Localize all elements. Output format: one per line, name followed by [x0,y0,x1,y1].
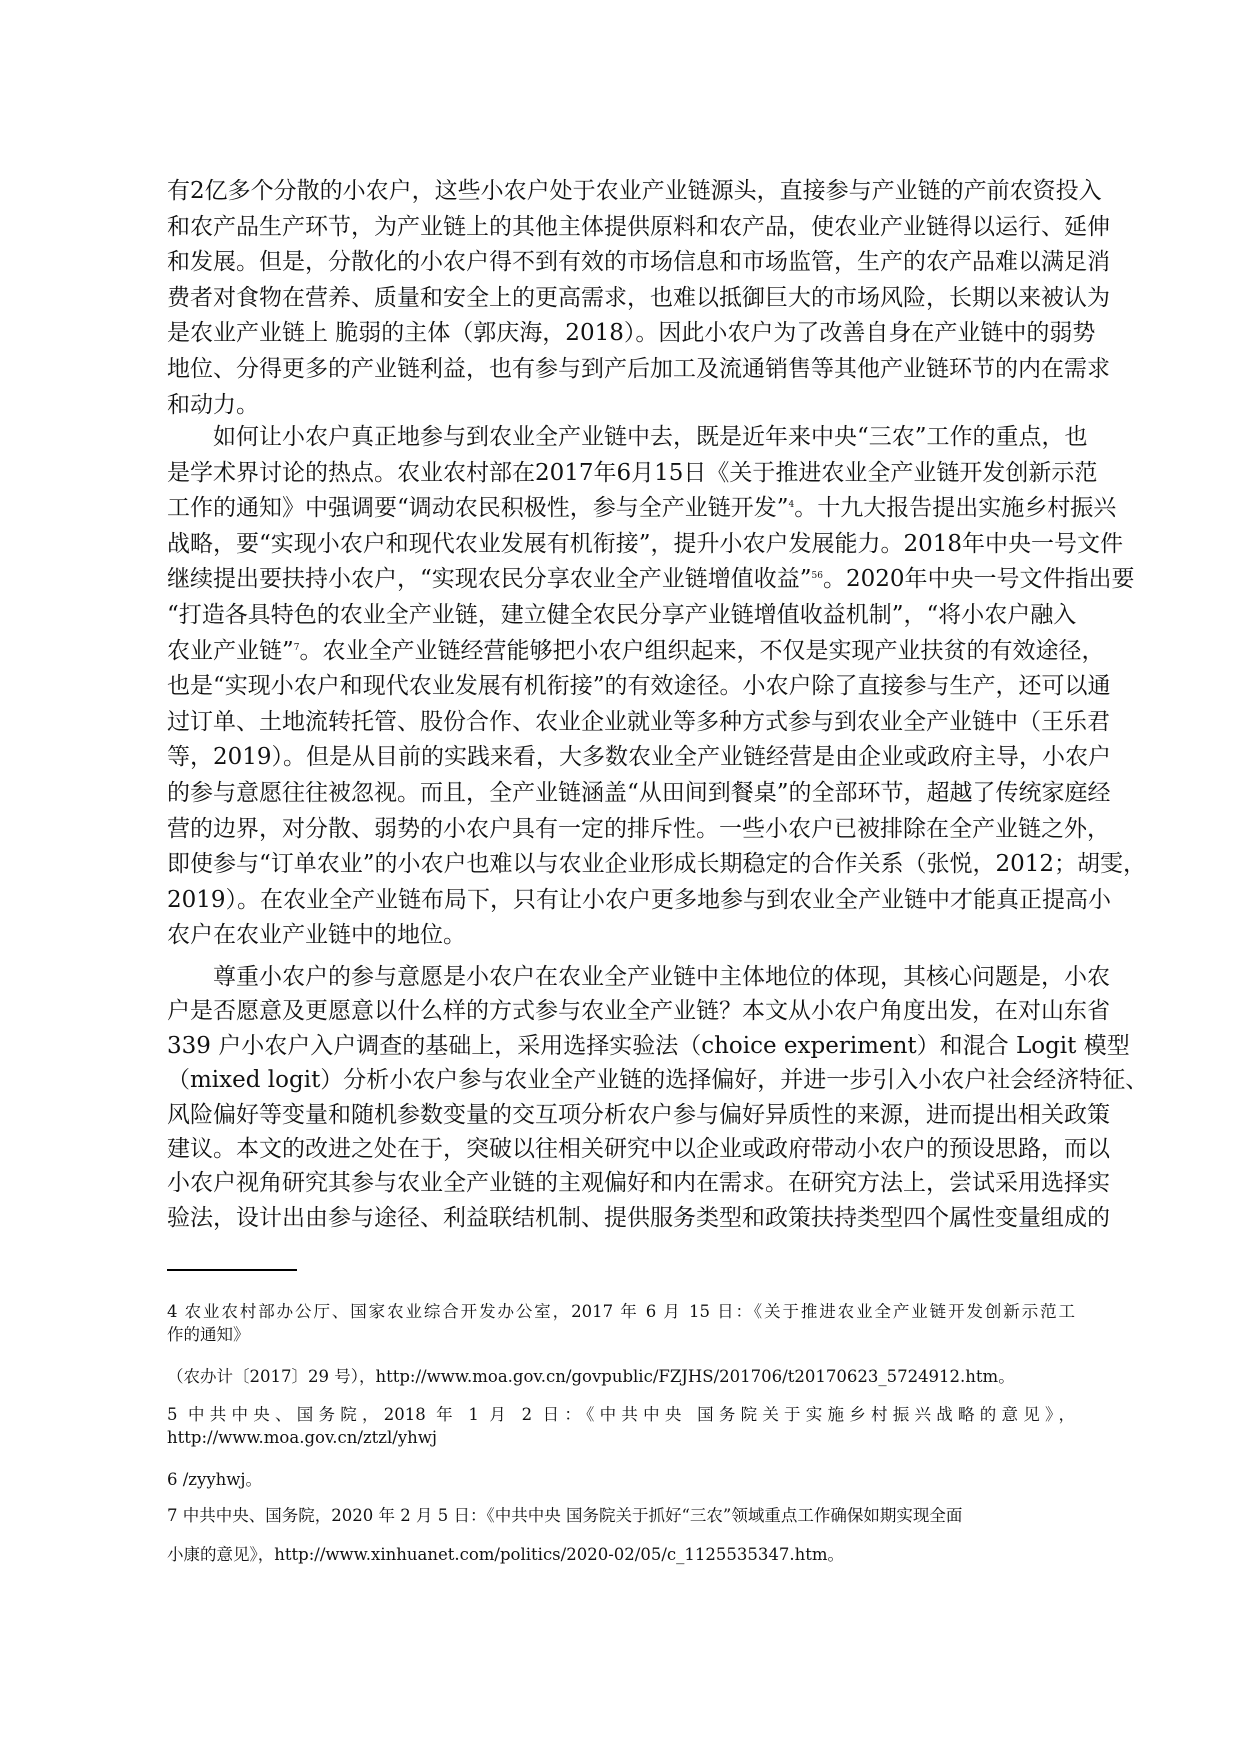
text-segment: 339 户小农户入户调查的基础上，采用选择实验法（choice experiment）和混合 Logit 模型 [167,1032,1130,1059]
text-segment: 等，2019）。但是从目前的实践来看，大多数农业全产业链经营是由企业或政府主导，小农户 [167,744,1112,771]
text-segment: 小康的意见》，http://www.xinhuanet.com/politics/2020-02/05/c_1125535347.htm。 [167,1545,844,1564]
text-segment: 小农户视角研究其参与农业全产业链的主观偏好和内在需求。在研究方法上，尝试采用选择实 [167,1170,1110,1197]
text-segment: 4 农业农村部办公厅、国家农业综合开发办公室，2017 年 6 月 15 日：《关于推进农业全产业链开发创新示范工 [167,1302,1075,1321]
text-segment: 即使参与“订单农业”的小农户也难以与农业企业形成长期稳定的合作关系（张悦，2012；胡雯， [167,851,1147,878]
text-line [167,634,1105,670]
text-line [167,1098,1110,1132]
text-line [167,491,1117,527]
text-line [167,352,1110,388]
text-line [167,740,1112,776]
footnote-7 [167,1504,1075,1527]
text-segment: 也是“实现小农户和现代农业发展有机衔接”的有效途径。小农户除了直接参与生产，还可以通 [167,673,1111,700]
text-segment: 营的边界，对分散、弱势的小农户具有一定的排斥性。一些小农户已被排除在全产业链之外， [167,815,1110,842]
text-line [167,174,1102,210]
footnote-ref: 4 [788,500,795,511]
text-segment: 。2020年中央一号文件指出要 [822,566,1135,593]
text-line [167,1300,1075,1323]
footnote-ref: 56 [811,571,823,582]
footnote-4-continued [167,1365,1075,1388]
text-segment: 作的通知》 [167,1325,250,1344]
text-line [167,669,1111,705]
text-segment: 是农业产业链上 脆弱的主体（郭庆海，2018）。因此小农户为了改善自身在产业链中的弱势 [167,320,1096,347]
text-line [167,1365,1075,1388]
text-line [167,1063,1149,1097]
text-segment: 农户在农业产业链中的地位。 [167,922,466,949]
text-segment: 如何让小农户真正地参与到农业全产业链中去，既是近年来中央“三农”工作的重点，也 [213,424,1088,450]
text-segment: 继续提出要扶持小农户，“实现农民分享农业全产业链增值收益” [167,566,812,593]
text-segment: 战略，要“实现小农户和现代农业发展有机衔接”，提升小农户发展能力。2018年中央一号文件 [167,530,1124,557]
text-line [167,918,1075,954]
text-line [167,456,1098,492]
text-segment: （农办计〔2017〕29 号），http://www.moa.gov.cn/govpublic/FZJHS/201706/t20170623_5724912.htm。 [167,1367,1015,1386]
text-segment: 户是否愿意及更愿意以什么样的方式参与农业全产业链？本文从小农户角度出发，在对山东省 [167,998,1110,1025]
text-segment: 验法，设计出由参与途径、利益联结机制、提供服务类型和政策扶持类型四个属性变量组成的 [167,1204,1110,1231]
text-line [167,1029,1130,1063]
text-line [167,598,1075,634]
text-segment: “打造各具特色的农业全产业链，建立健全农民分享产业链增值收益机制”，“将小农户融入 [167,601,1077,628]
body-paragraph-3 [167,960,1149,1235]
footnote-ref: 7 [293,642,300,653]
text-line [167,1504,1075,1527]
text-segment: 风险偏好等变量和随机参数变量的交互项分析农户参与偏好异质性的来源，进而提出相关政策 [167,1101,1110,1128]
text-segment: 5 中共中央、国务院，2018 年 1 月 2 日：《中共中央 国务院关于实施乡村振兴战略的意见》， [167,1405,1075,1424]
body-paragraph-1 [167,174,1110,423]
text-line [167,1403,1075,1426]
text-segment: 和动力。 [167,391,259,418]
text-segment: http://www.moa.gov.cn/ztzl/yhwj [167,1428,438,1447]
footnote-separator [167,1269,297,1271]
text-line [167,1132,1110,1166]
text-segment: 有2亿多个分散的小农户，这些小农户处于农业产业链源头，直接参与产业链的产前农资投入 [167,178,1102,204]
text-line [167,1166,1110,1200]
text-segment: 农业产业链” [167,637,294,664]
text-line [167,883,1112,919]
text-segment: 。农业全产业链经营能够把小农户组织起来，不仅是实现产业扶贫的有效途径， [299,637,1105,664]
footnote-4 [167,1300,1075,1346]
footnote-5 [167,1403,1075,1449]
text-line [167,388,1075,424]
text-line [167,1468,1075,1491]
text-line [167,1201,1110,1235]
text-line [167,705,1110,741]
text-segment: 工作的通知》中强调要“调动农民积极性，参与全产业链开发” [167,495,789,522]
footnote-6 [167,1468,1075,1491]
text-line [167,420,1088,456]
text-line [167,776,1111,812]
body-paragraph-2 [167,420,1147,954]
text-line [167,245,1110,281]
text-line [167,527,1124,563]
text-segment: 7 中共中央、国务院，2020 年 2 月 5 日：《中共中央 国务院关于抓好“三农”领域重点工作确保如期实现全面 [167,1506,963,1525]
text-segment: 费者对食物在营养、质量和安全上的更高需求，也难以抵御巨大的市场风险，长期以来被认为 [167,284,1110,311]
text-line [167,1543,1075,1566]
text-segment: 。十九大报告提出实施乡村振兴 [794,495,1117,522]
text-line [167,960,1110,994]
text-segment: 过订单、土地流转托管、股份合作、农业企业就业等多种方式参与到农业全产业链中（王乐君 [167,708,1110,735]
text-line [167,1323,1075,1346]
footnote-7-continued [167,1543,1075,1566]
text-segment: 是学术界讨论的热点。农业农村部在2017年6月15日《关于推进农业全产业链开发创新示范 [167,459,1098,486]
text-segment: 2019）。在农业全产业链布局下，只有让小农户更多地参与到农业全产业链中才能真正提高小 [167,886,1112,913]
text-line [167,847,1147,883]
text-line [167,812,1110,848]
text-line [167,994,1110,1028]
text-line [167,281,1110,317]
text-segment: 建议。本文的改进之处在于，突破以往相关研究中以企业或政府带动小农户的预设思路，而以 [167,1135,1110,1162]
text-line [167,210,1110,246]
text-segment: 地位、分得更多的产业链利益，也有参与到产后加工及流通销售等其他产业链环节的内在需求 [167,355,1110,382]
text-segment: （mixed logit）分析小农户参与农业全产业链的选择偏好，并进一步引入小农户社会经济特征、 [167,1067,1149,1094]
text-segment: 和农产品生产环节，为产业链上的其他主体提供原料和农产品，使农业产业链得以运行、延伸 [167,213,1110,240]
text-line [167,562,1135,598]
text-segment: 尊重小农户的参与意愿是小农户在农业全产业链中主体地位的体现，其核心问题是，小农 [213,964,1110,990]
text-line [167,1426,1075,1449]
text-segment: 的参与意愿往往被忽视。而且，全产业链涵盖“从田间到餐桌”的全部环节，超越了传统家庭经 [167,779,1111,806]
text-line [167,316,1096,352]
text-segment: 6 /zyyhwj。 [167,1470,263,1489]
text-segment: 和发展。但是，分散化的小农户得不到有效的市场信息和市场监管，生产的农产品难以满足消 [167,249,1110,276]
